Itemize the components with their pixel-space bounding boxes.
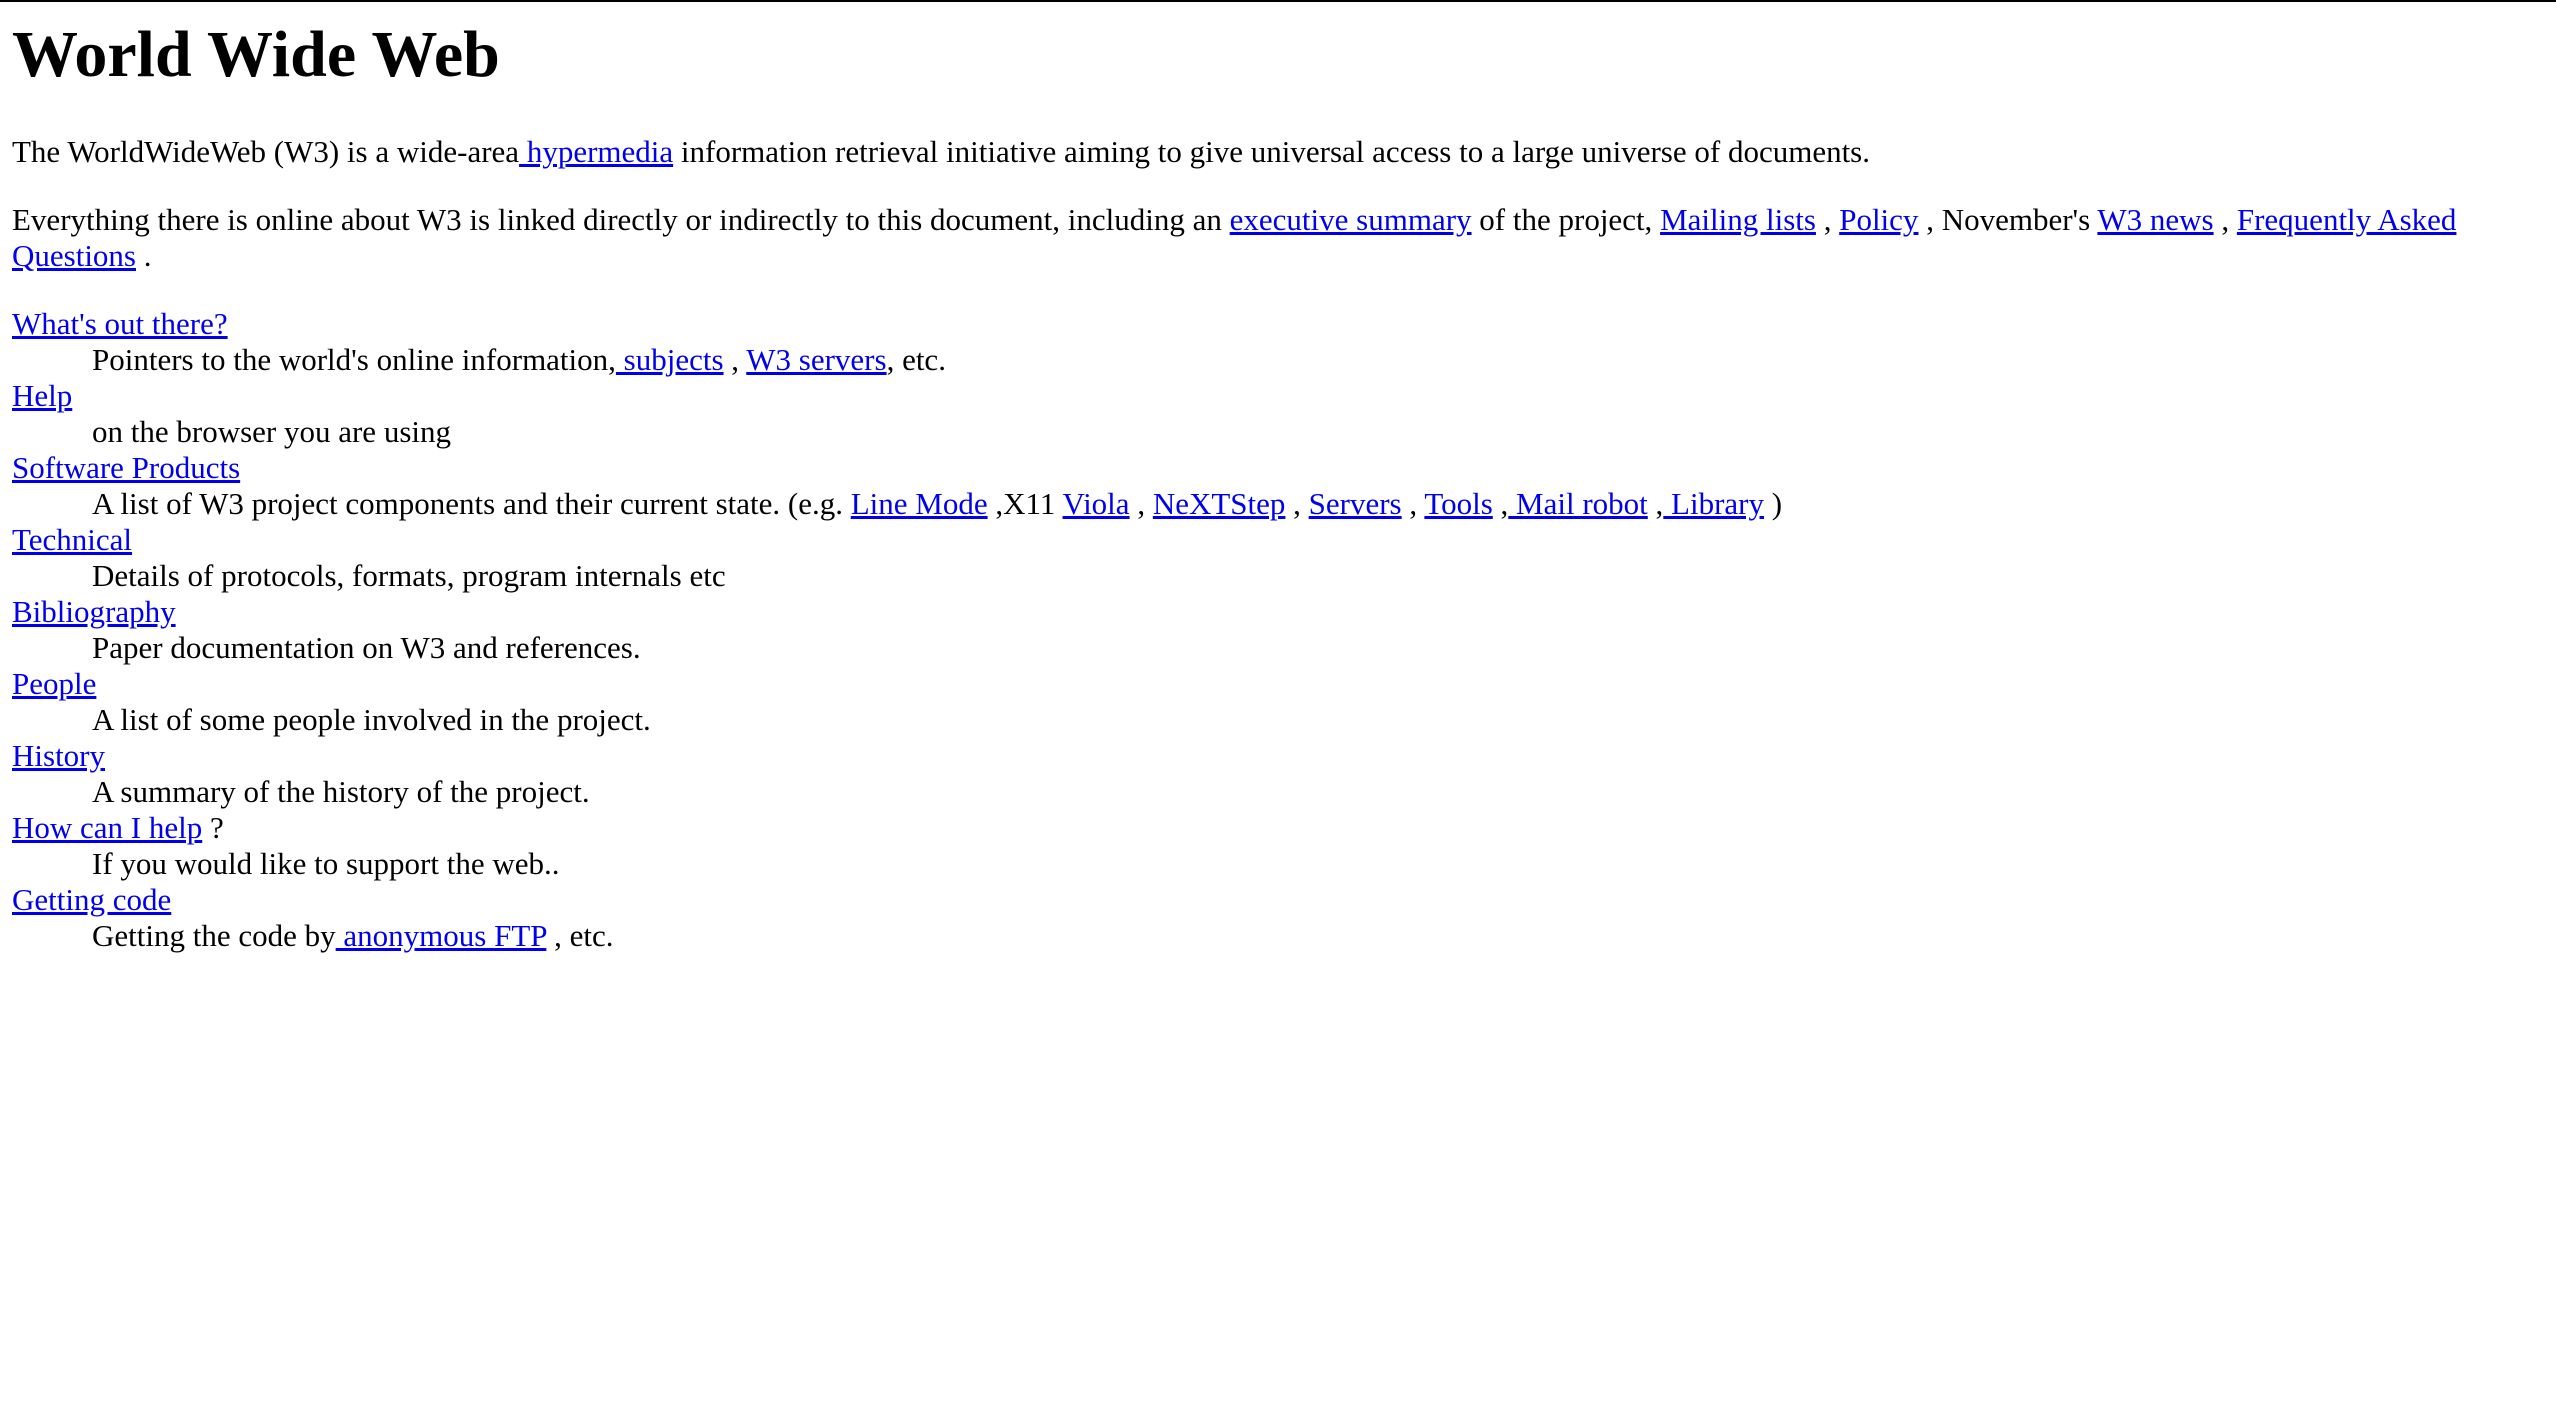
tools-link[interactable]: Tools <box>1424 486 1493 521</box>
description-text: , etc. <box>546 918 614 953</box>
w3-news-link[interactable]: W3 news <box>2097 202 2214 237</box>
topic-term <box>12 666 2548 702</box>
history-link[interactable]: History <box>12 738 105 773</box>
how-can-i-help-link[interactable]: How can I help <box>12 810 203 845</box>
servers-link[interactable]: Servers <box>1308 486 1402 521</box>
overview-text: , November's <box>1918 202 2098 237</box>
overview-text: , <box>2213 202 2237 237</box>
description-text: , <box>1285 486 1309 521</box>
policy-link[interactable]: Policy <box>1839 202 1919 237</box>
description-text: A list of W3 project components and their current state. (e.g. <box>92 486 851 521</box>
nextstep-link[interactable]: NeXTStep <box>1152 486 1286 521</box>
topic-term <box>12 378 2548 414</box>
topic-description: Details of protocols, formats, program internals etc <box>92 558 726 593</box>
description-text: ,X11 <box>987 486 1063 521</box>
topic-term <box>12 882 2548 918</box>
intro-text: information retrieval initiative aiming to give universal access to a large universe of documents. <box>673 134 1871 169</box>
anonymous-ftp-link[interactable]: anonymous FTP <box>335 918 547 953</box>
topic-term <box>12 522 2548 558</box>
topic-description: If you would like to support the web.. <box>92 846 560 881</box>
viola-link[interactable]: Viola <box>1062 486 1130 521</box>
topic-description: A summary of the history of the project. <box>92 774 590 809</box>
people-link[interactable]: People <box>12 666 97 701</box>
description-text: Getting the code by <box>92 918 336 953</box>
topic-term <box>12 594 2548 630</box>
topic-description: A list of some people involved in the project. <box>92 702 651 737</box>
description-text: , <box>1129 486 1153 521</box>
overview-text: , <box>1815 202 1840 237</box>
topic-description <box>92 486 2548 522</box>
description-text: , <box>723 342 747 377</box>
description-text: , <box>1647 486 1664 521</box>
topic-description <box>92 918 2548 954</box>
topic-description <box>92 342 2548 378</box>
faq-link[interactable]: Frequently Asked Questions <box>12 202 2457 273</box>
hypermedia-link[interactable]: hypermedia <box>519 134 674 169</box>
topic-term <box>12 450 2548 486</box>
overview-text: . <box>136 238 152 273</box>
topic-description: on the browser you are using <box>92 414 451 449</box>
bibliography-link[interactable]: Bibliography <box>12 594 176 629</box>
description-text: Pointers to the world's online information, <box>92 342 616 377</box>
page-title: World Wide Web <box>12 18 500 91</box>
executive-summary-link[interactable]: executive summary <box>1229 202 1472 237</box>
overview-text: Everything there is online about W3 is linked directly or indirectly to this document, including an <box>12 202 1230 237</box>
help-link[interactable]: Help <box>12 378 73 413</box>
description-text: ) <box>1764 486 1783 521</box>
description-text: , etc. <box>886 342 946 377</box>
whats-out-there-link[interactable]: What's out there? <box>12 306 228 341</box>
mailing-lists-link[interactable]: Mailing lists <box>1660 202 1816 237</box>
document-body <box>12 0 2548 954</box>
mail-robot-link[interactable]: Mail robot <box>1508 486 1648 521</box>
topic-description: Paper documentation on W3 and references. <box>92 630 641 665</box>
description-text: , <box>1492 486 1509 521</box>
term-suffix: ? <box>202 810 224 845</box>
topic-term <box>12 738 2548 774</box>
overview-text: of the project, <box>1471 202 1661 237</box>
technical-link[interactable]: Technical <box>12 522 133 557</box>
line-mode-link[interactable]: Line Mode <box>850 486 988 521</box>
topic-list <box>12 306 2548 954</box>
library-link[interactable]: Library <box>1663 486 1765 521</box>
w3-servers-link[interactable]: W3 servers <box>746 342 887 377</box>
intro-text: The WorldWideWeb (W3) is a wide-area <box>12 134 520 169</box>
overview-paragraph <box>12 202 2548 274</box>
subjects-link[interactable]: subjects <box>615 342 724 377</box>
intro-paragraph <box>12 134 2548 170</box>
getting-code-link[interactable]: Getting code <box>12 882 172 917</box>
software-products-link[interactable]: Software Products <box>12 450 241 485</box>
topic-term <box>12 810 2548 846</box>
topic-term <box>12 306 2548 342</box>
description-text: , <box>1401 486 1425 521</box>
